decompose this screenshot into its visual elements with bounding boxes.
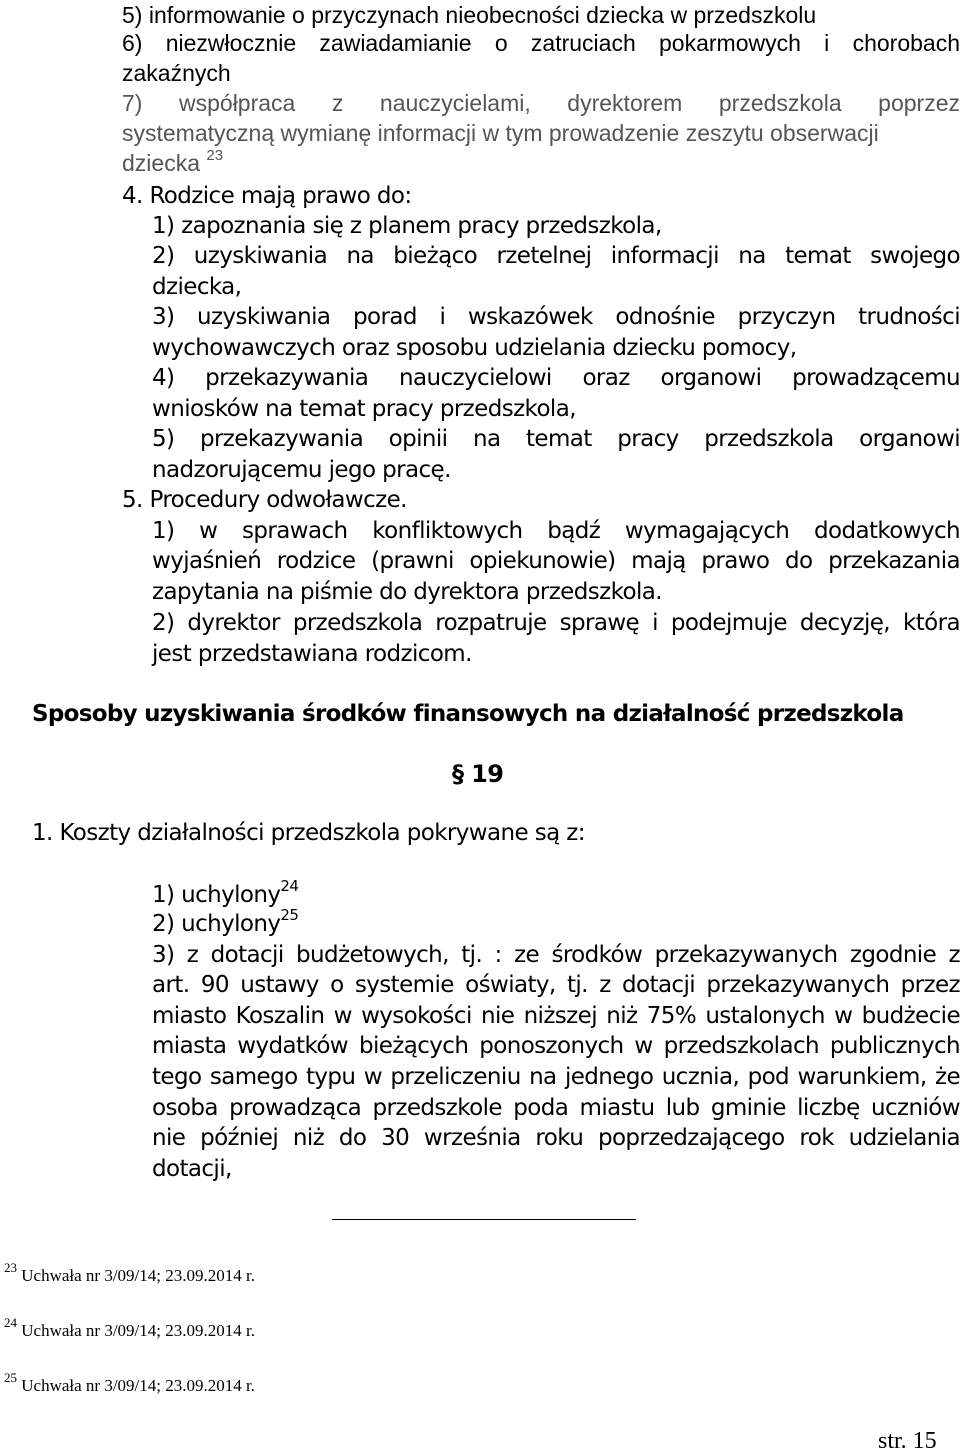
paragraph-number: § 19 [452,760,504,788]
costs-item-3-line-5: tego samego typu w przeliczeniu na jednego ucznia, pod warunkiem, że [152,1064,960,1090]
section-5-para-1: 1) w sprawach konfliktowych bądź wymagających dodatkowych [152,518,960,544]
section-5-para-2: 2) dyrektor przedszkola rozpatruje sprawę i podejmuje decyzję, która [152,610,960,636]
section-4-item-4: 4) przekazywania nauczycielowi oraz organowi prowadzącemu [152,365,960,391]
footnote-25 [4,1370,255,1397]
section-4-item-4-cont: wniosków na temat pracy przedszkola, [152,396,576,422]
list-item-6: 6) niezwłocznie zawiadamianie o zatruciach pokarmowych i chorobach [122,30,960,56]
section-4-item-2: 2) uzyskiwania na bieżąco rzetelnej informacji na temat swojego [152,243,960,269]
costs-item-2 [152,906,299,939]
list-item-7-word: dziecka [122,150,200,176]
section-5-para-1-cont: wyjaśnień rodzice (prawni opiekunowie) mają prawo do przekazania [152,548,960,574]
section-divider [332,1219,636,1220]
footnote-25-text: Uchwała nr 3/09/14; 23.09.2014 r. [21,1376,255,1395]
section-4-heading: 4. Rodzice mają prawo do: [122,183,412,209]
footnote-ref-25: 25 [280,906,299,925]
costs-item-3-line-4: miasta wydatków bieżących ponoszonych w przedszkolach publicznych [152,1033,960,1059]
section-5-heading: 5. Procedury odwoławcze. [122,487,407,513]
footnote-24 [4,1315,255,1342]
list-item-7-end [122,148,223,178]
section-4-item-3: 3) uzyskiwania porad i wskazówek odnośnie przyczyn trudności [152,304,960,330]
section-4-item-5-cont: nadzorującemu jego pracę. [152,457,451,483]
section-5-para-1-end: zapytania na piśmie do dyrektora przedszkola. [152,579,662,605]
costs-item-2-text: 2) uchylony [152,911,281,937]
footnote-23 [4,1260,255,1287]
costs-item-3-line-1: 3) z dotacji budżetowych, tj. : ze środków przekazywanych zgodnie z [152,942,960,968]
footnote-23-text: Uchwała nr 3/09/14; 23.09.2014 r. [21,1266,255,1285]
footnote-24-number: 24 [4,1315,17,1331]
footnote-ref-24: 24 [280,877,299,896]
section-4-item-2-cont: dziecka, [152,274,242,300]
costs-item-3-line-6: osoba prowadząca przedszkole poda miastu lub gminie liczbę uczniów [152,1095,960,1121]
list-item-6-cont: zakaźnych [122,60,231,86]
costs-item-3-line-8: dotacji, [152,1156,232,1182]
section-4-item-1: 1) zapoznania się z planem pracy przedszkola, [152,213,662,239]
section-4-item-3-cont: wychowawczych oraz sposobu udzielania dziecku pomocy, [152,335,797,361]
section-5-para-2-end: jest przedstawiana rodzicom. [152,641,472,667]
footnote-25-number: 25 [4,1370,17,1386]
footnote-24-text: Uchwała nr 3/09/14; 23.09.2014 r. [21,1321,255,1340]
costs-item-3-line-3: miasto Koszalin w wysokości nie niższej niż 75% ustalonych w budżecie [152,1003,960,1029]
footnote-ref-23: 23 [206,147,224,165]
costs-item-3-line-7: nie później niż do 30 września roku poprzedzającego rok udzielania [152,1125,960,1151]
costs-item-1 [152,877,299,910]
list-item-7: 7) współpraca z nauczycielami, dyrektorem przedszkola poprzez [122,90,960,116]
chapter-title: Sposoby uzyskiwania środków finansowych na działalność przedszkola [32,701,904,727]
costs-item-1-text: 1) uchylony [152,882,281,908]
footnote-23-number: 23 [4,1260,17,1276]
section-4-item-5: 5) przekazywania opinii na temat pracy przedszkola organowi [152,426,960,452]
costs-item-3-line-2: art. 90 ustawy o systemie oświaty, tj. z dotacji przekazywanych przez [152,972,960,998]
page-number: str. 15 [878,1428,937,1454]
list-item-7-cont: systematyczną wymianę informacji w tym prowadzenie zeszytu obserwacji [122,120,879,146]
list-item-5: 5) informowanie o przyczynach nieobecności dziecka w przedszkolu [122,2,817,28]
costs-heading: 1. Koszty działalności przedszkola pokrywane są z: [32,820,585,846]
